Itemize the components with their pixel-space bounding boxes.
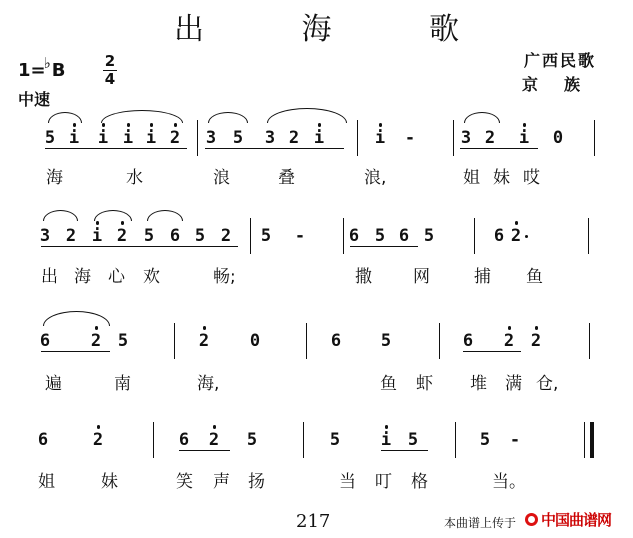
- note-1-8: 5: [232, 128, 244, 148]
- barline: [174, 323, 175, 359]
- note-3-2: 2: [90, 331, 102, 351]
- lyric-4-6: 当: [339, 472, 356, 492]
- slur: [208, 112, 248, 123]
- lyric-4-2: 妹: [101, 472, 118, 492]
- key-note: B: [51, 60, 66, 81]
- lyric-3-3: 海,: [197, 374, 220, 394]
- time-signature: [103, 54, 117, 87]
- lyric-3-7: 满: [505, 374, 522, 394]
- note-2-15: 6: [493, 226, 505, 246]
- lyric-4-8: 格: [411, 472, 428, 492]
- lyric-2-2: 海: [74, 267, 91, 287]
- page-number: 217: [296, 511, 331, 532]
- note-2-8: 2: [220, 226, 232, 246]
- beam-line: [145, 246, 238, 247]
- lyric-4-9: 当。: [492, 472, 526, 492]
- note-1-16: i: [518, 128, 530, 148]
- lyric-1-7: 妹: [493, 168, 510, 188]
- note-2-11: 6: [348, 226, 360, 246]
- barline: [357, 120, 358, 156]
- barline: [594, 120, 595, 156]
- beam-line: [179, 450, 230, 451]
- lyric-4-1: 姐: [38, 472, 55, 492]
- lyric-3-8: 仓,: [536, 374, 559, 394]
- note-2-12: 5: [374, 226, 386, 246]
- lyric-1-6: 姐: [463, 168, 480, 188]
- note-1-1: 5: [44, 128, 56, 148]
- lyric-2-1: 出: [41, 267, 58, 287]
- note-1-3: i: [97, 128, 109, 148]
- lyric-2-4: 欢: [143, 267, 160, 287]
- note-4-6: 5: [329, 430, 341, 450]
- note-2-3: i: [91, 226, 103, 246]
- meter-top: 2: [104, 52, 116, 70]
- barline: [453, 120, 454, 156]
- note-2-13: 6: [398, 226, 410, 246]
- lyric-2-5: 畅;: [213, 267, 236, 287]
- note-1-4: i: [122, 128, 134, 148]
- key-signature: [18, 54, 66, 81]
- note-2-2: 2: [65, 226, 77, 246]
- note-1-10: 2: [288, 128, 300, 148]
- beam-line: [41, 351, 110, 352]
- song-source: 广西民歌: [524, 51, 597, 70]
- beam-line: [350, 246, 418, 247]
- slur: [101, 110, 183, 123]
- barline: [590, 422, 594, 458]
- lyric-1-3: 浪: [213, 168, 230, 188]
- note-1-15: 2: [484, 128, 496, 148]
- note-3-10: 2: [530, 331, 542, 351]
- note-1-2: i: [68, 128, 80, 148]
- lyric-1-1: 海: [46, 168, 63, 188]
- beam-line: [381, 450, 428, 451]
- note-2-9: 5: [260, 226, 272, 246]
- lyric-3-4: 鱼: [380, 374, 397, 394]
- barline: [197, 120, 198, 156]
- slur: [94, 210, 132, 221]
- slur: [267, 108, 347, 123]
- note-1-17: 0: [552, 128, 564, 148]
- barline: [303, 422, 304, 458]
- note-1-5: i: [145, 128, 157, 148]
- slur: [43, 311, 110, 326]
- barline: [584, 422, 585, 458]
- lyric-4-5: 扬: [248, 472, 265, 492]
- beam-line: [45, 148, 187, 149]
- lyric-1-8: 哎: [523, 168, 540, 188]
- barline: [588, 218, 589, 254]
- barline: [153, 422, 154, 458]
- beam-line: [205, 148, 344, 149]
- note-2-16: 2: [510, 226, 522, 246]
- tempo-marking: 中速: [18, 90, 51, 109]
- note-4-8: 5: [407, 430, 419, 450]
- lyric-3-6: 堆: [470, 374, 487, 394]
- note-4-4: 2: [208, 430, 220, 450]
- note-3-5: 0: [249, 331, 261, 351]
- logo-text: 中国曲谱网: [541, 511, 612, 529]
- note-2-10: -: [294, 226, 306, 246]
- barline: [306, 323, 307, 359]
- flat-sign: ♭: [43, 54, 51, 72]
- slur: [48, 112, 82, 123]
- lyric-2-6: 撒: [355, 267, 372, 287]
- beam-line: [460, 148, 538, 149]
- barline: [250, 218, 251, 254]
- lyric-1-5: 浪,: [364, 168, 387, 188]
- lyric-4-4: 声: [213, 472, 230, 492]
- song-title: 出 海 歌: [173, 12, 504, 47]
- note-1-14: 3: [460, 128, 472, 148]
- note-4-9: 5: [479, 430, 491, 450]
- note-2-1: 3: [39, 226, 51, 246]
- note-4-10: -: [509, 430, 521, 450]
- lyric-4-3: 笑: [176, 472, 193, 492]
- slur: [464, 112, 500, 123]
- barline: [589, 323, 590, 359]
- note-4-7: i: [380, 430, 392, 450]
- lyric-3-1: 遍: [45, 374, 62, 394]
- note-3-6: 6: [330, 331, 342, 351]
- barline: [439, 323, 440, 359]
- note-2-4: 2: [116, 226, 128, 246]
- note-4-2: 2: [92, 430, 104, 450]
- note-2-14: 5: [423, 226, 435, 246]
- lyric-2-8: 捕: [474, 267, 491, 287]
- beam-line: [463, 351, 521, 352]
- uploaded-note: 本曲谱上传于: [444, 516, 517, 530]
- note-1-12: i: [374, 128, 386, 148]
- barline: [455, 422, 456, 458]
- slur: [147, 210, 183, 221]
- note-3-7: 5: [380, 331, 392, 351]
- lyric-1-4: 叠: [278, 168, 295, 188]
- key-prefix: 1=: [18, 60, 46, 81]
- meter-bottom: 4: [104, 70, 116, 88]
- note-1-6: 2: [169, 128, 181, 148]
- note-4-3: 6: [178, 430, 190, 450]
- note-3-9: 2: [503, 331, 515, 351]
- song-ethnicity: 京族: [522, 75, 607, 94]
- lyric-2-9: 鱼: [526, 267, 543, 287]
- site-logo: [525, 509, 611, 530]
- note-3-1: 6: [39, 331, 51, 351]
- lyric-3-5: 虾: [416, 374, 433, 394]
- barline: [474, 218, 475, 254]
- lyric-3-2: 南: [114, 374, 131, 394]
- note-2-5: 5: [143, 226, 155, 246]
- note-2-7: 5: [194, 226, 206, 246]
- note-3-4: 2: [198, 331, 210, 351]
- lyric-1-2: 水: [126, 168, 143, 188]
- note-1-7: 3: [205, 128, 217, 148]
- note-2-6: 6: [169, 226, 181, 246]
- note-3-8: 6: [462, 331, 474, 351]
- logo-icon: [525, 513, 538, 526]
- note-4-1: 6: [37, 430, 49, 450]
- lyric-2-7: 网: [413, 267, 430, 287]
- slur: [43, 210, 78, 221]
- barline: [343, 218, 344, 254]
- note-3-3: 5: [117, 331, 129, 351]
- note-1-11: i: [313, 128, 325, 148]
- lyric-4-7: 叮: [375, 472, 392, 492]
- note-1-9: 3: [264, 128, 276, 148]
- lyric-2-3: 心: [108, 267, 125, 287]
- note-1-13: -: [404, 128, 416, 148]
- note-4-5: 5: [246, 430, 258, 450]
